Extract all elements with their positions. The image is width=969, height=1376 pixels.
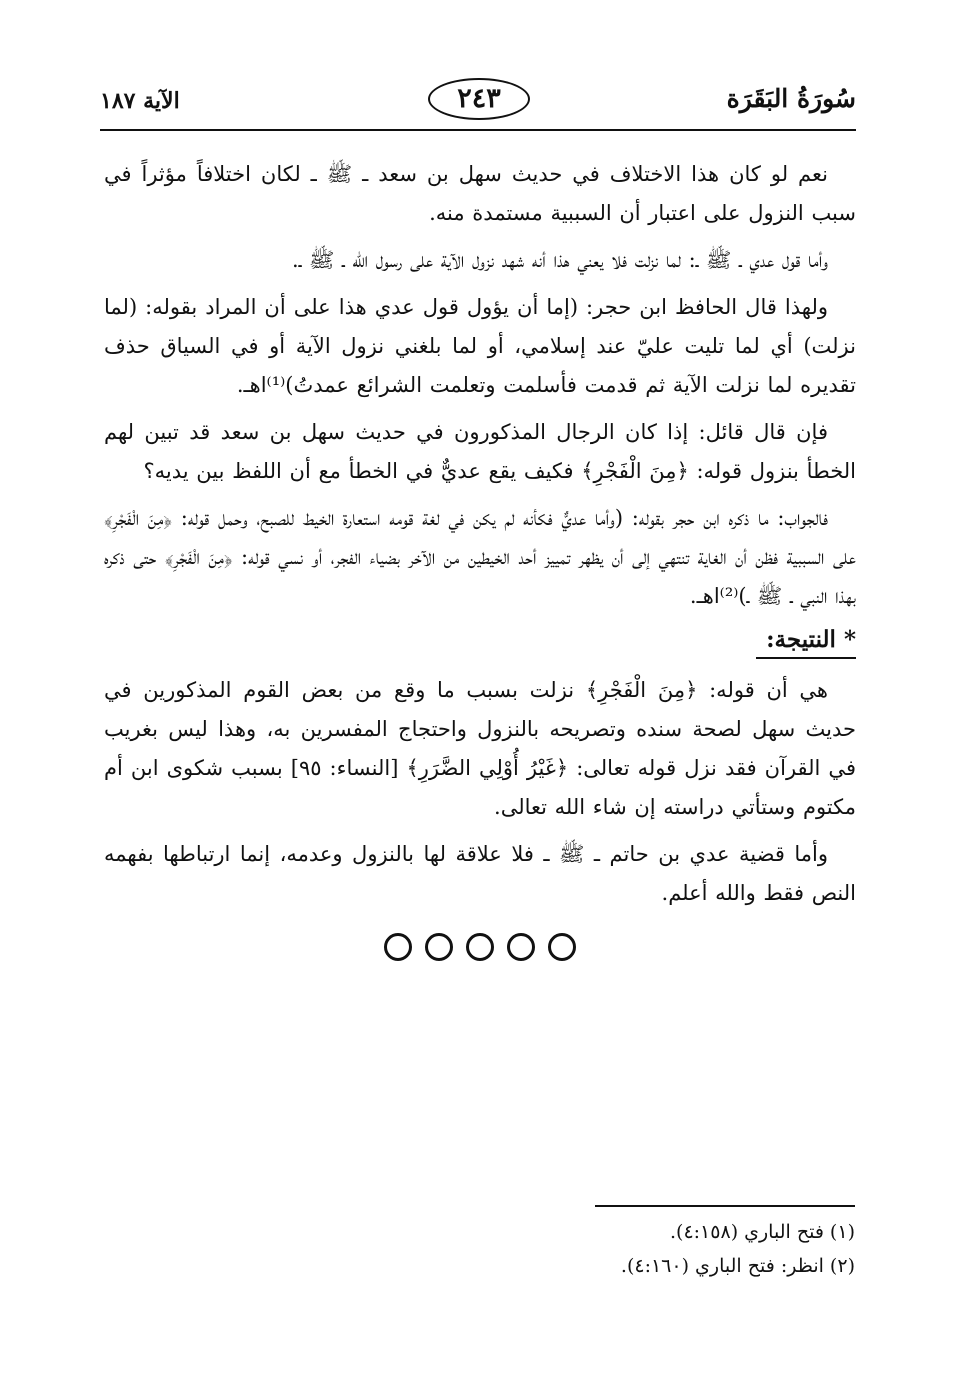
footnote: (٢) انظر: فتح الباري (٤:١٦٠). — [620, 1255, 855, 1277]
paragraph: ولهذا قال الحافظ ابن حجر: (إما أن يؤول قول عدي هذا على أن المراد بقوله: (لما نزلت) أي لما تليت عليّ عند إسلامي، أو لما بلغني نزول الآية أو في السياق حذف تقديره لما نزلت الآية ثم قدمت فأسلمت وتعلمت الشرائع عمدتُ)⁽¹⁾اهـ. — [104, 295, 856, 397]
ring-icon — [507, 933, 535, 961]
footnote-rule — [595, 1205, 855, 1207]
page-number: ٢٤٣ — [428, 78, 530, 120]
ring-icon — [548, 933, 576, 961]
section-end-ornament — [104, 933, 856, 965]
section-heading — [104, 626, 856, 659]
footnotes — [595, 1205, 855, 1283]
page-body — [104, 155, 856, 965]
ring-icon — [466, 933, 494, 961]
ring-icon — [384, 933, 412, 961]
ring-icon — [425, 933, 453, 961]
paragraph: وأما قضية عدي بن حاتم ـ ﷺ ـ فلا علاقة لها بالنزول وعدمه، إنما ارتباطها بفهمه النص فقط والله أعلم. — [104, 842, 856, 905]
header-rule — [100, 129, 856, 131]
paragraph: نعم لو كان هذا الاختلاف في حديث سهل بن سعد ـ ﷺ ـ لكان اختلافاً مؤثراً في سبب النزول على اعتبار أن السببية مستمدة منه. — [104, 162, 856, 225]
ayah-label: الآية ١٨٧ — [100, 88, 180, 114]
paragraph: فالجواب: ما ذكره ابن حجر بقوله: (وأما عديٌّ فكأنه لم يكن في لغة قومه استعارة الخيط للصبح، وحمل قوله: ﴿مِنَ الْفَجْرِ﴾ على السببية فظن أن الغاية تنتهي إلى أن يظهر تمييز أحد الخيطين من الآخر بضياء الفجر، أو نسي قوله: ﴿مِنَ الْفَجْرِ﴾ حتى ذكره بهذا النبي ـ ﷺ ـ)⁽²⁾اهـ. — [104, 506, 856, 608]
paragraph: فإن قال قائل: إذا كان الرجال المذكورون في حديث سهل بن سعد قد تبين لهم الخطأ بنزول قوله: ﴿مِنَ الْفَجْرِ﴾ فكيف يقع عديٌّ في الخطأ مع أن اللفظ بين يديه؟ — [104, 420, 856, 483]
surah-title: سُورَةُ البَقَرَة — [726, 84, 856, 113]
paragraph: هي أن قوله: ﴿مِنَ الْفَجْرِ﴾ نزلت بسبب ما وقع من بعض القوم المذكورين في حديث سهل لصحة سنده وتصريحه بالنزول واحتجاج المفسرين به، وهذا ليس بغريب في القرآن فقد نزل قوله تعالى: ﴿غَيْرُ أُوْلِي الضَّرَرِ﴾ [النساء: ٩٥] بسبب شكوى ابن أم مكتوم وستأتي دراسته إن شاء الله تعالى. — [104, 678, 856, 819]
paragraph: وأما قول عدي ـ ﷺ ـ: لما نزلت فلا يعني هذا أنه شهد نزول الآية على رسول الله ـ ﷺ ـ. — [292, 248, 828, 272]
page-header — [100, 78, 856, 138]
footnote: (١) فتح الباري (٤:١٥٨). — [670, 1221, 855, 1243]
section-heading-text: * النتيجة: — [756, 626, 856, 659]
